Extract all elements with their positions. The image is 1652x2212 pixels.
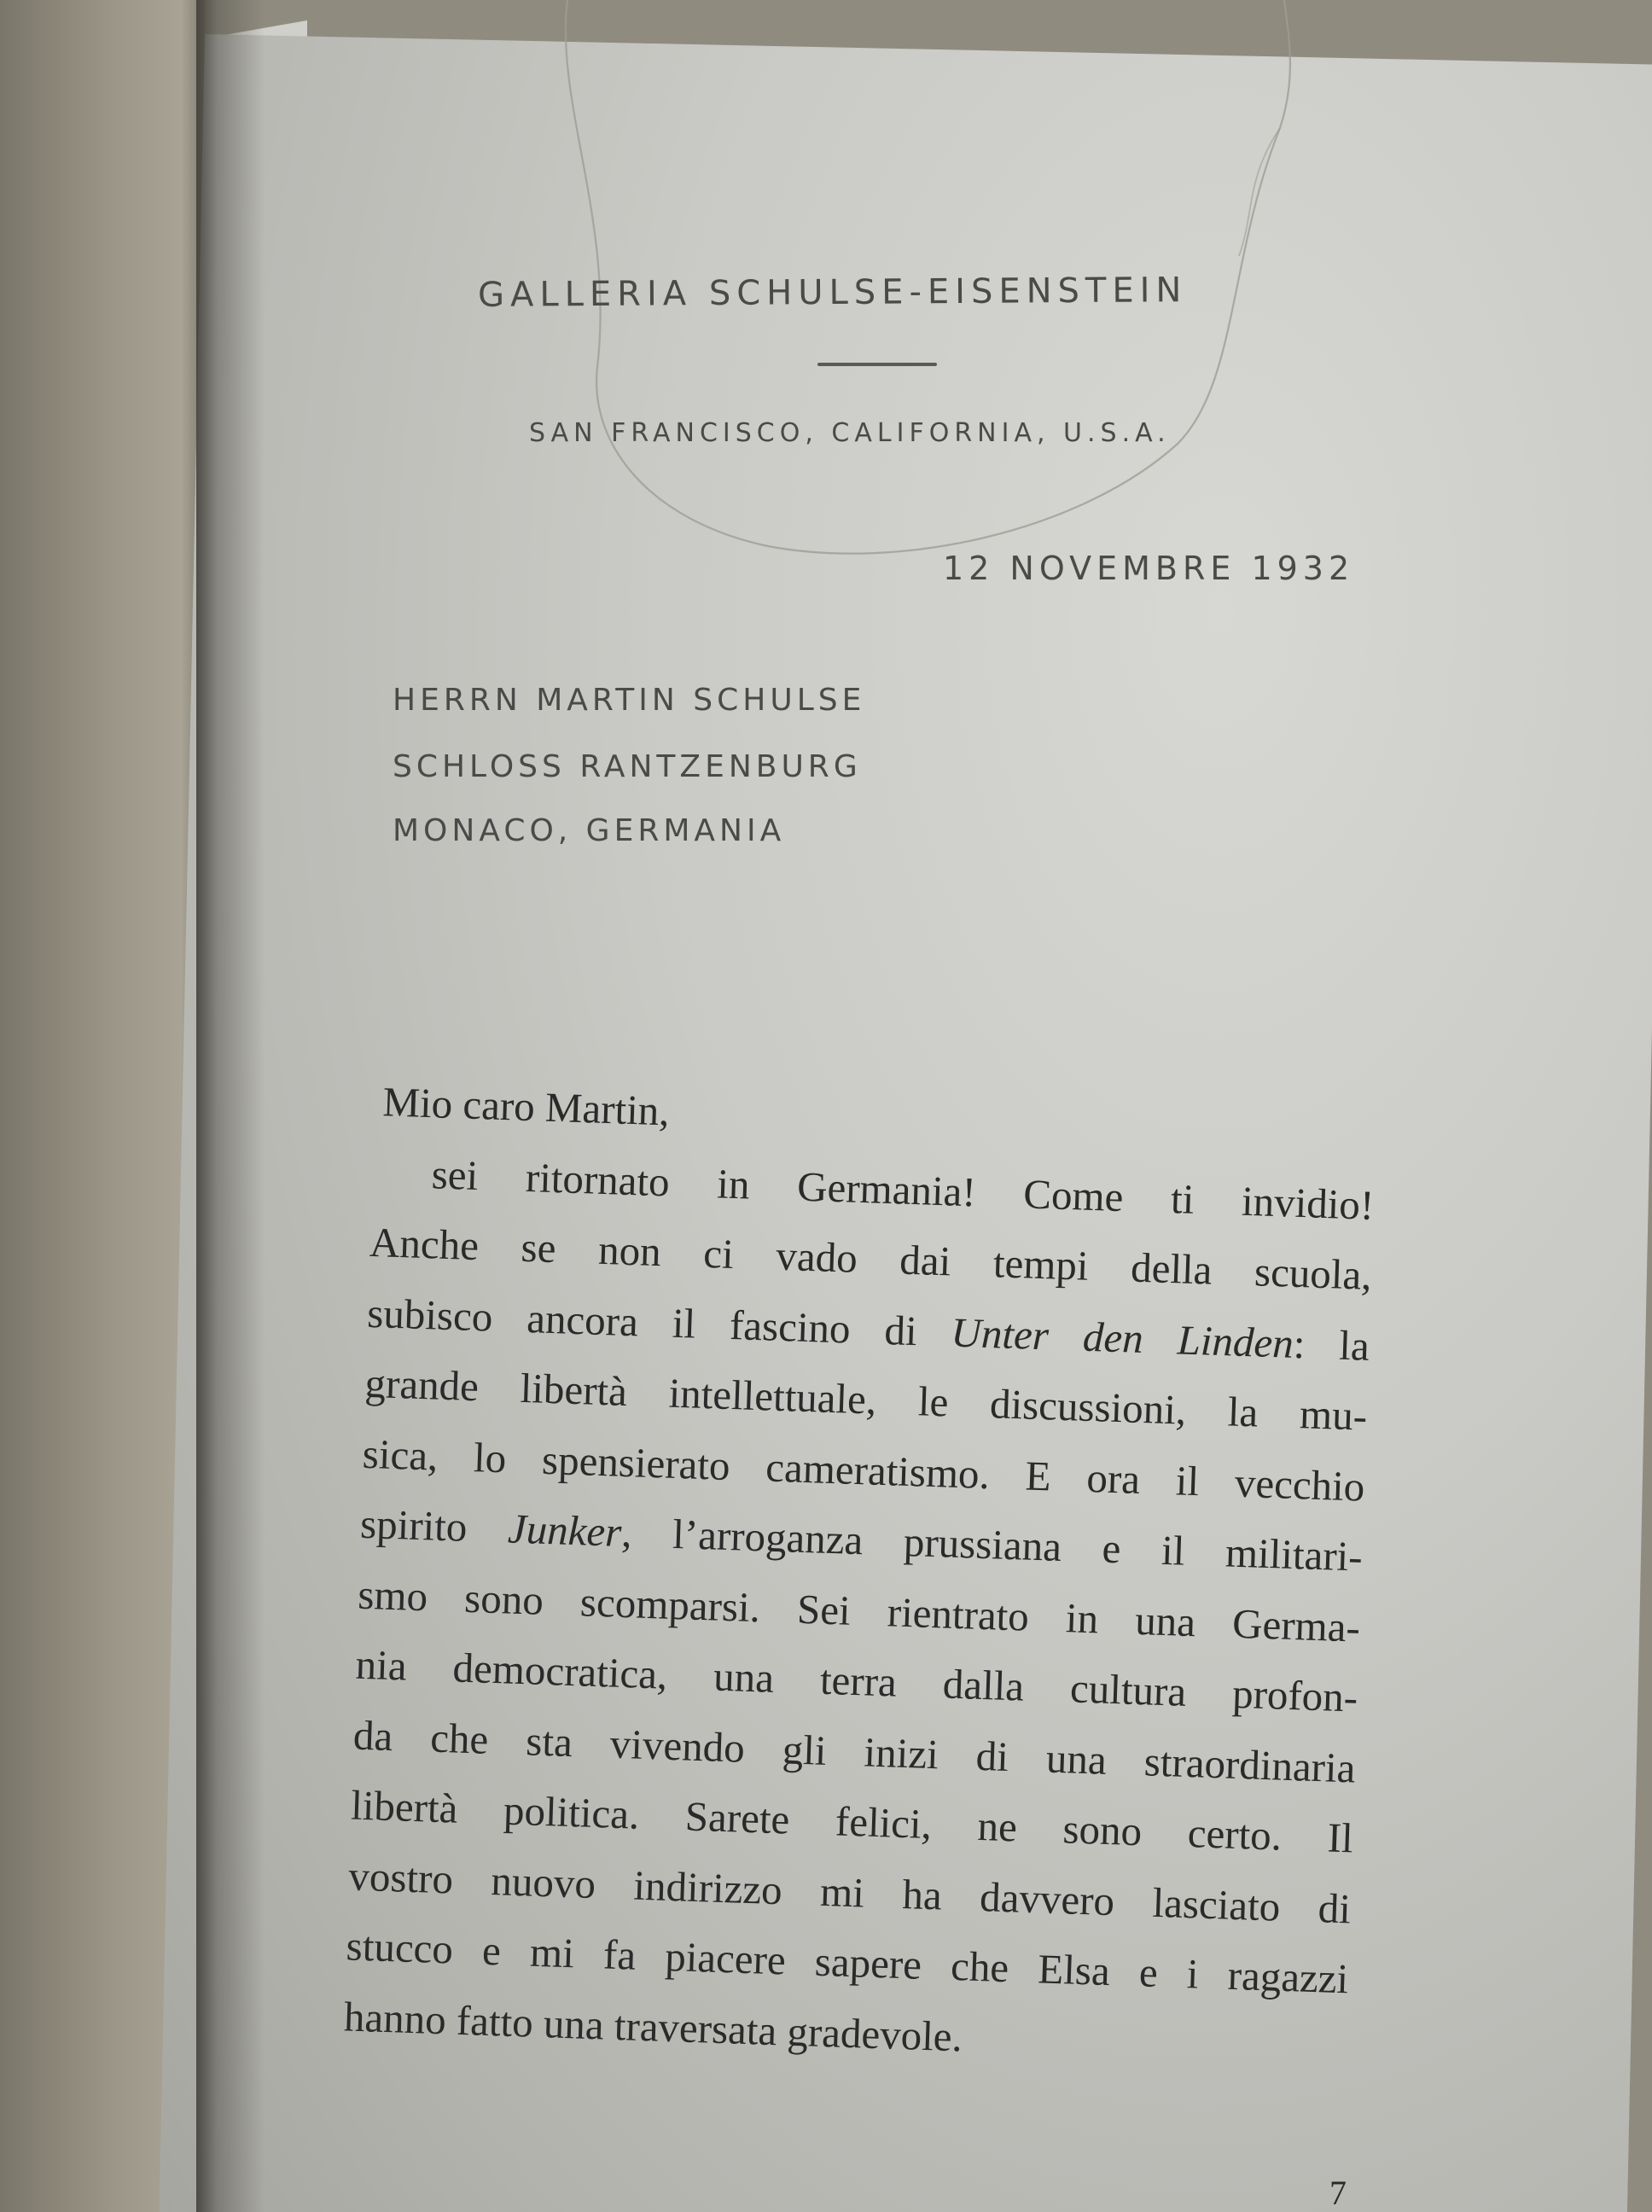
gallery-location: SAN FRANCISCO, CALIFORNIA, U.S.A. [529,418,1171,448]
body-line-text: subisco ancora il fascino di [366,1289,952,1356]
body-line: sica, lo spensierato cameratismo. E ora il vecchio [362,1429,1366,1511]
body-line: libertà politica. Sarete felici, ne sono certo. Il [350,1781,1354,1862]
body-line: stucco e mi fa piacere sapere che Elsa e i ragazzi [345,1922,1350,2003]
gallery-name: GALLERIA SCHULSE-EISENSTEIN [477,271,1188,315]
italic-phrase: Junker [507,1505,623,1556]
letterhead-rule [817,363,937,366]
salutation: Mio caro Martin, [381,1078,671,1135]
body-line: hanno fatto una traversata gradevole. [343,1992,963,2060]
body-line: da che sta vivendo gli inizi di una straordinaria [352,1711,1357,1792]
body-line: nia democratica, una terra dalla cultura profon- [354,1640,1359,1721]
recipient-address: SCHLOSS RANTZENBURG [393,749,862,784]
body-line: grande libertà intellettuale, le discussioni, la mu- [364,1359,1368,1440]
body-line: sei ritornato in Germania! Come ti invidio! [430,1150,1376,1229]
body-line-text: spirito [359,1499,509,1552]
page-number: 7 [1329,2174,1347,2212]
body-line-text: , l’arroganza prussiana e il militari- [620,1508,1364,1580]
letter-body [343,1067,1378,2085]
italic-phrase: Unter den Linden [950,1308,1294,1367]
recipient-city: MONACO, GERMANIA [393,813,786,848]
body-line: vostro nuovo indirizzo mi ha davvero lasciato di [347,1851,1352,1932]
recipient-name: HERRN MARTIN SCHULSE [393,683,866,718]
letter-date: 12 NOVEMBRE 1932 [943,550,1355,587]
body-line-text: : la [1292,1319,1370,1370]
body-line: Anche se non ci vado dai tempi della scuola, [369,1218,1373,1299]
body-line: smo sono scomparsi. Sei rientrato in una Germa- [357,1570,1361,1651]
